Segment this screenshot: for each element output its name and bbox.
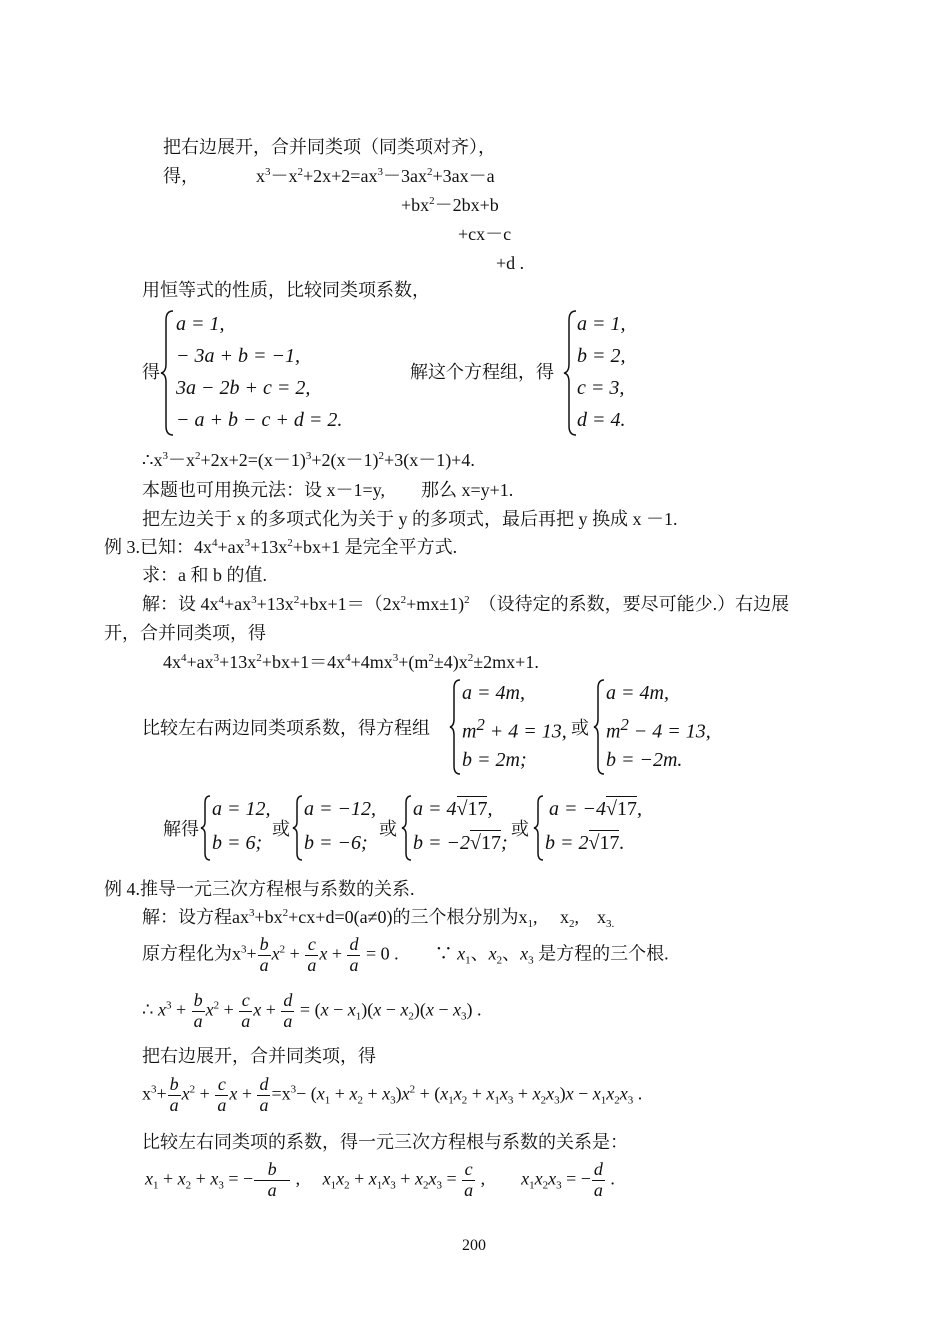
- text-line: 本题也可用换元法：设 x－1=y, 那么 x=y+1.: [142, 480, 514, 500]
- text-line: 用恒等式的性质，比较同类项系数，: [142, 280, 430, 300]
- equation-line: $+bx^2-2bx+b$: [401, 195, 499, 215]
- text-line: 解：设方程$ax^3+bx^2+cx+d=0(a\ne 0)$的三个根分别为$x_1$, $x_2$, $x_{3.}$: [142, 907, 615, 930]
- equation-system: a = −4√17, b = 2√17.: [533, 793, 663, 863]
- example-heading: 例 4.推导一元三次方程根与系数的关系.: [104, 879, 415, 899]
- text-line: 比较左右同类项的系数，得一元三次方程根与系数的关系是：: [142, 1132, 628, 1152]
- text-line: 或: [379, 819, 397, 839]
- text-line: 开，合并同类项，得: [104, 623, 266, 643]
- text-line: 得: [142, 362, 160, 382]
- equation-line: $x^3+$ $\frac{b}{a}$ $x^2$ + $\frac{c}{a}$ x + $\frac{d}{a}$ $=x^3- (x_1 + x_2 + x_3)x^2 + (x_1x_2 + x_1x_3 + x_2x_3)x - x_1x_2x_3$ .: [142, 1074, 643, 1115]
- text-line: 解得: [163, 819, 199, 839]
- equation-system: a = 1, b = 2, c = 3, d = 4.: [563, 308, 663, 438]
- text-line: 求：a 和 b 的值.: [142, 565, 267, 585]
- equation-system: a = 1, − 3a + b = −1, 3a − 2b + c = 2, − a + b − c + d = 2.: [160, 308, 360, 438]
- text-line: 把左边关于 x 的多项式化为关于 y 的多项式，最后再把 y 换成 x －1.: [142, 509, 678, 529]
- text-line: 或: [511, 819, 529, 839]
- brace-icon: [533, 793, 545, 863]
- brace-icon: [160, 308, 176, 438]
- equation-system: a = 4√17, b = −2√17;: [401, 793, 511, 863]
- text-line: 或: [272, 819, 290, 839]
- text-line: 解这个方程组，得: [410, 362, 554, 382]
- equation-system: a = −12, b = −6;: [292, 793, 382, 863]
- brace-icon: [292, 793, 304, 863]
- brace-icon: [593, 677, 607, 777]
- equation-line: 原方程化为$x^3+$ $\frac{b}{a}$ $x^2$ + $\frac{c}{a}$ x + $\frac{d}{a}$ = 0 . ∵ $x_1$、$x_2$、$x_3$ 是方程的三个根.: [142, 934, 669, 975]
- equation-system: a = 4m, $m^2 - 4 = 13$, b = −2m.: [593, 677, 733, 777]
- text-line: 把右边展开，合并同类项，得: [142, 1046, 376, 1066]
- text-line: 把右边展开，合并同类项（同类项对齐），: [163, 137, 496, 157]
- equation-system: a = 12, b = 6;: [200, 793, 280, 863]
- equation-line: $x^3-x^2+2x+2=ax^3-3ax^2+3ax-a$: [256, 166, 495, 186]
- equation-line: +d .: [496, 253, 525, 273]
- text-line: 得，: [163, 166, 199, 186]
- text-line: 比较左右两边同类项系数，得方程组: [142, 718, 430, 738]
- equation-line: $4x^4+ax^3+13x^2+bx+1=4x^4+4mx^3+(m^2\pm 4)x^2\pm 2mx+1$.: [163, 652, 539, 672]
- brace-icon: [401, 793, 413, 863]
- equation-line: $\therefore x^3-x^2+2x+2=(x-1)^3+2(x-1)^2+3(x-1)+4$.: [142, 450, 475, 470]
- page-number: 200: [462, 1237, 486, 1254]
- brace-icon: [449, 677, 463, 777]
- equation-system: a = 4m, $m^2 + 4 = 13$, b = 2m;: [449, 677, 599, 777]
- text-line: 解：设 $4x^4+ax^3+13x^2+bx+1=(2x^2+mx\pm 1)^2$ （设待定的系数，要尽可能少.）右边展: [142, 594, 790, 614]
- brace-icon: [200, 793, 212, 863]
- example-heading: 例 3.已知：$4x^4+ax^3+13x^2+bx+1$ 是完全平方式.: [104, 537, 458, 557]
- equation-line: $x_1 + x_2 + x_3$ = − $\frac{b}{a}$ , $x_1x_2 + x_1x_3 + x_2x_3$ = $\frac{c}{a}$ , $x_1x_2x_3$ = − $\frac{d}{a}$ .: [145, 1159, 615, 1200]
- equation-line: +cx－c: [458, 224, 512, 244]
- equation-line: ∴ $x^3$ + $\frac{b}{a}$ $x^2$ + $\frac{c}{a}$ x + $\frac{d}{a}$ = $(x - x_1)(x - x_2)(x - x_3)$ .: [142, 990, 482, 1031]
- text-line: 或: [571, 718, 589, 738]
